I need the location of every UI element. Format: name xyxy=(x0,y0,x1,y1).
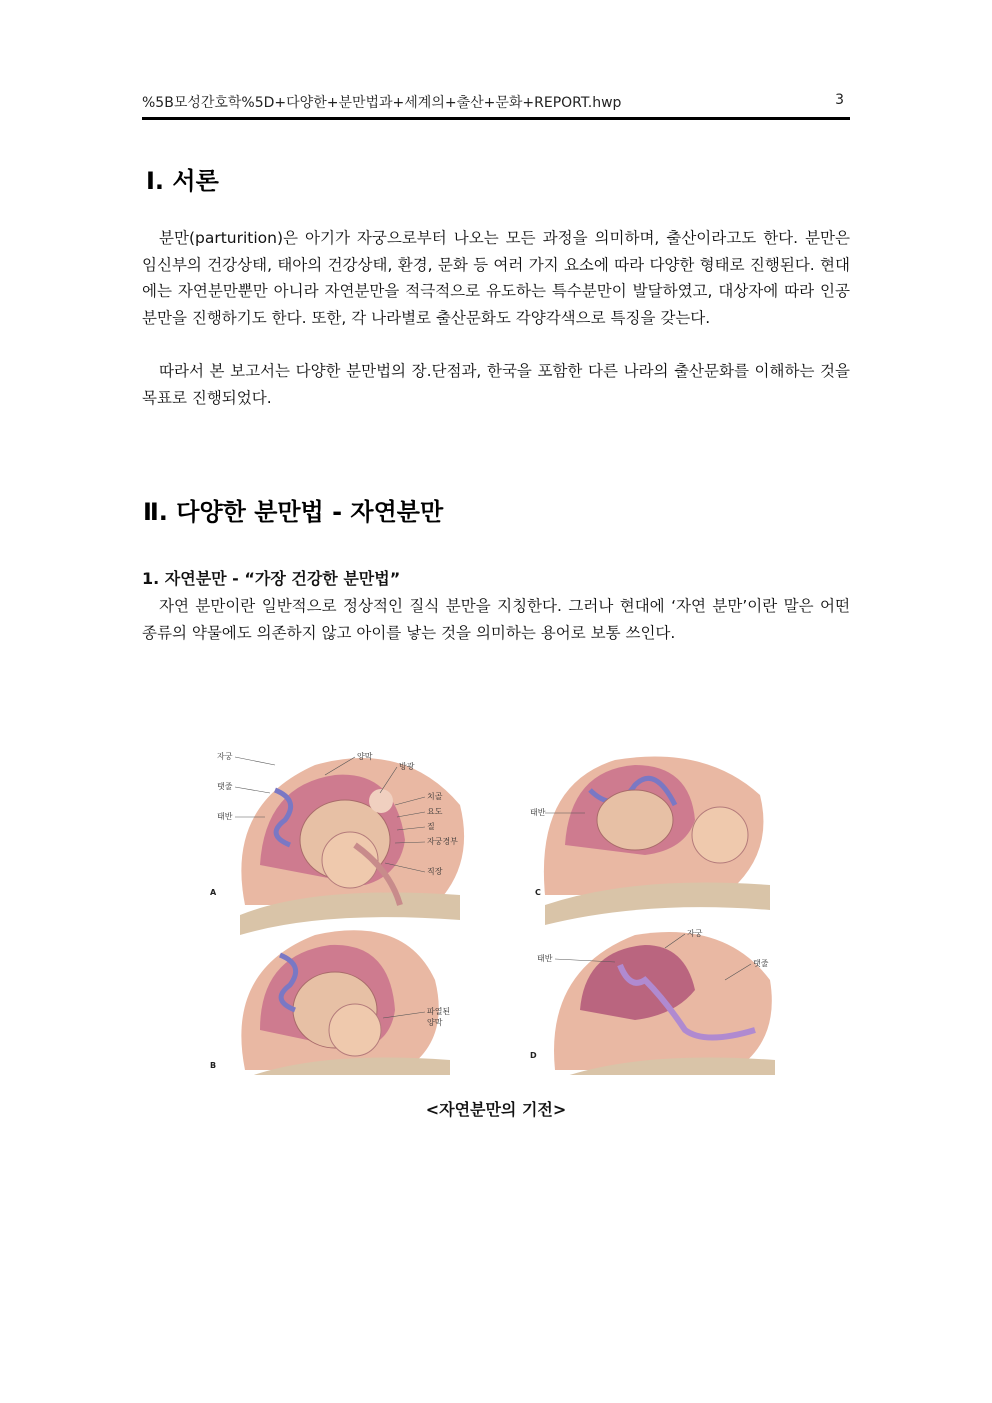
label-urethra: 요도 xyxy=(427,807,443,816)
subsection-heading: 1. 자연분만 - “가장 건강한 분만법” xyxy=(142,569,401,588)
label-amnion: 양막 xyxy=(357,752,373,761)
section-2-paragraph: 자연 분만이란 일반적으로 정상적인 질식 분만을 지칭한다. 그러나 현대에 ‘자연 분만’이란 말은 어떤 종류의 약물에도 의존하지 않고 아이를 낳는 것을 의미하는 용어로 보통 쓰인다. xyxy=(142,597,850,642)
panel-d-letter: D xyxy=(530,1051,537,1060)
figure-illustration xyxy=(205,745,780,1075)
label-cervix: 자궁경부 xyxy=(427,837,458,846)
section-2-heading: Ⅱ. 다양한 분만법 - 자연분만 xyxy=(143,498,444,526)
header-divider xyxy=(142,117,850,120)
panel-c-letter: C xyxy=(535,888,541,897)
label-placenta-d: 태반 xyxy=(537,954,553,963)
label-placenta-c: 태반 xyxy=(530,808,546,817)
label-umbilical-cord-d: 탯줄 xyxy=(753,959,769,968)
figure-caption: <자연분만의 기전> xyxy=(425,1100,567,1119)
label-ruptured: 파열된 xyxy=(427,1007,451,1016)
page-number: 3 xyxy=(835,92,844,108)
section-1-paragraph-1: 분만(parturition)은 아기가 자궁으로부터 나오는 모든 과정을 의미하며, 출산이라고도 한다. 분만은 임신부의 건강상태, 태아의 건강상태, 환경, 문화 등 여러 가지 요소에 따라 다양한 형태로 진행된다. 현대에는 자연분만뿐만 아니라 자연분만을 적극적으로 유도하는 특수분만이 발달하였고, 대상자에 따라 인공분만을 진행하기도 한다. 또한, 각 나라별로 출산문화도 각양각색으로 특징을 갖는다. xyxy=(142,229,850,327)
panel-b-letter: B xyxy=(210,1061,217,1070)
document-header xyxy=(142,92,850,118)
label-ruptured-amnion: 양막 xyxy=(427,1018,443,1027)
label-rectum: 직장 xyxy=(427,867,443,876)
label-bladder: 방광 xyxy=(399,762,415,771)
label-vagina: 질 xyxy=(427,822,435,831)
label-pubis: 치골 xyxy=(427,792,443,801)
section-1-paragraph-2: 따라서 본 보고서는 다양한 분만법의 장.단점과, 한국을 포함한 다른 나라의 출산문화를 이해하는 것을 목표로 진행되었다. xyxy=(142,362,850,407)
file-name: %5B모성간호학%5D+다양한+분만법과+세계의+출산+문화+REPORT.hwp xyxy=(142,95,622,111)
panel-a-letter: A xyxy=(210,888,217,897)
label-placenta-a: 태반 xyxy=(217,812,233,821)
section-1-heading: Ⅰ. 서론 xyxy=(146,167,219,195)
labor-mechanism-figure xyxy=(205,745,780,1075)
panel-a xyxy=(210,751,464,935)
panel-d xyxy=(530,928,775,1075)
label-umbilical-cord-a: 탯줄 xyxy=(217,782,233,791)
panel-b xyxy=(210,930,450,1075)
panel-c xyxy=(530,757,770,925)
label-uterus-a: 자궁 xyxy=(217,752,233,761)
label-uterus-d: 자궁 xyxy=(687,929,703,938)
